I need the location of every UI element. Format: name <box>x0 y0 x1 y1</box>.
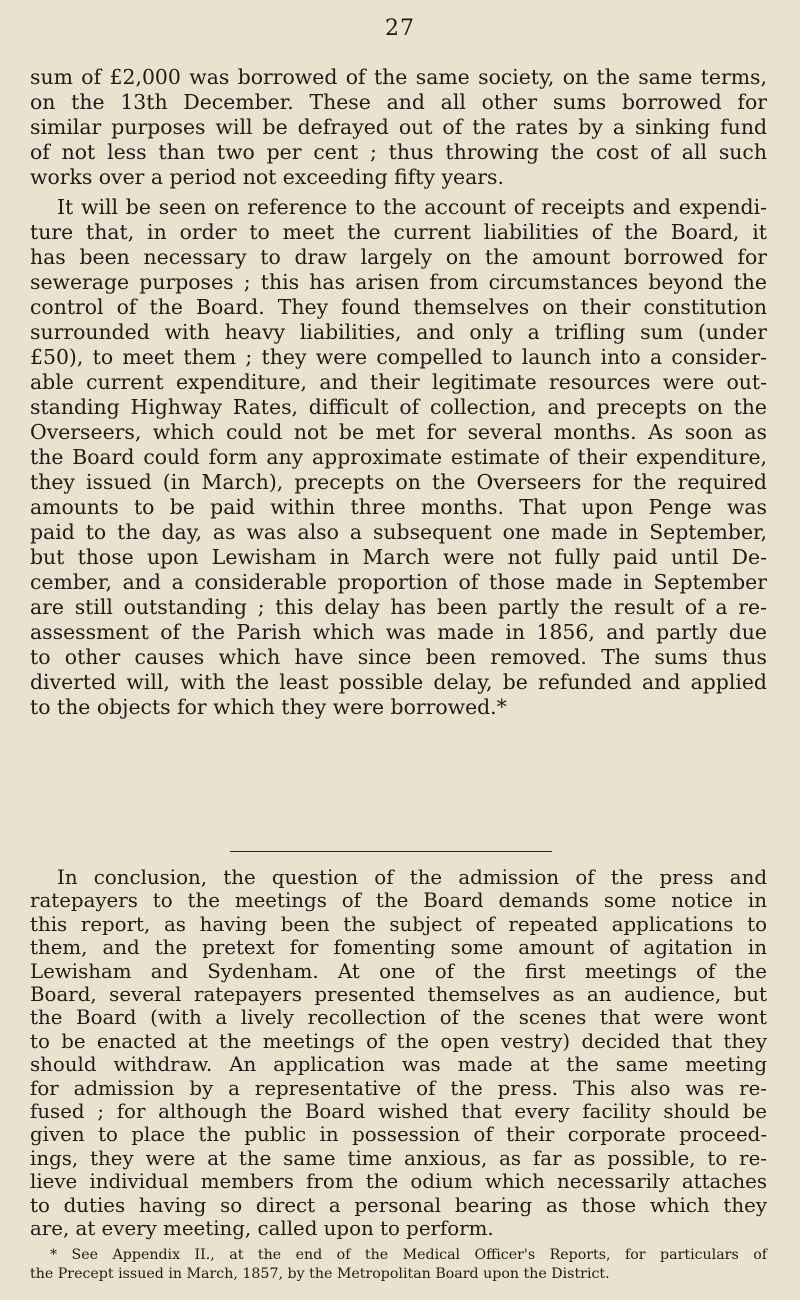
text-line: to the objects for which they were borrowed.* <box>30 695 507 719</box>
text-line: lieve individual members from the odium which necessarily attaches <box>30 1170 767 1194</box>
text-line: on the 13th December. These and all other sums borrowed for <box>30 90 767 114</box>
text-line: £50), to meet them ; they were compelled to launch into a consider- <box>30 345 767 369</box>
text-line: cember, and a considerable proportion of those made in September <box>30 570 767 594</box>
text-line: the Board could form any approximate estimate of their expenditure, <box>30 445 767 469</box>
text-line: amounts to be paid within three months. That upon Penge was <box>30 495 767 519</box>
section-divider <box>230 851 552 852</box>
text-line: control of the Board. They found themselves on their constitution <box>30 295 767 319</box>
text-line: assessment of the Parish which was made in 1856, and partly due <box>30 620 767 644</box>
text-line: similar purposes will be defrayed out of the rates by a sinking fund <box>30 115 767 139</box>
text-line: to other causes which have since been removed. The sums thus <box>30 645 767 669</box>
page-number: 27 <box>385 16 415 41</box>
text-line: to be enacted at the meetings of the open vestry) decided that they <box>30 1029 767 1053</box>
text-line: standing Highway Rates, difficult of collection, and precepts on the <box>30 395 767 419</box>
text-line: It will be seen on reference to the account of receipts and expendi- <box>57 195 767 219</box>
text-line: works over a period not exceeding fifty years. <box>30 165 504 189</box>
text-line: them, and the pretext for fomenting some amount of agitation in <box>30 936 767 960</box>
text-line: Lewisham and Sydenham. At one of the first meetings of the <box>30 959 767 983</box>
text-line: surrounded with heavy liabilities, and only a trifling sum (under <box>30 320 767 344</box>
footnote-line: * See Appendix II., at the end of the Medical Officer's Reports, for particulars of <box>50 1247 767 1263</box>
text-line: ings, they were at the same time anxious, as far as possible, to re- <box>30 1146 767 1170</box>
text-line: In conclusion, the question of the admission of the press and <box>57 866 767 889</box>
text-line: Overseers, which could not be met for several months. As soon as <box>30 420 767 444</box>
text-line: of not less than two per cent ; thus throwing the cost of all such <box>30 140 767 164</box>
text-line: sewerage purposes ; this has arisen from circumstances beyond the <box>30 270 767 294</box>
text-line: ture that, in order to meet the current liabilities of the Board, it <box>30 220 767 244</box>
text-line: should withdraw. An application was made at the same meeting <box>30 1053 767 1077</box>
text-line: Board, several ratepayers presented themselves as an audience, but <box>30 983 767 1006</box>
text-line: are, at every meeting, called upon to perform. <box>30 1217 494 1240</box>
text-line: this report, as having been the subject of repeated applications to <box>30 912 767 936</box>
text-line: able current expenditure, and their legitimate resources were out- <box>30 370 767 394</box>
text-line: has been necessary to draw largely on the amount borrowed for <box>30 245 767 269</box>
text-line: paid to the day, as was also a subsequent one made in September, <box>30 520 767 544</box>
text-line: sum of £2,000 was borrowed of the same society, on the same terms, <box>30 65 767 89</box>
text-line: are still outstanding ; this delay has been partly the result of a re- <box>30 595 767 619</box>
text-line: diverted will, with the least possible delay, be refunded and applied <box>30 670 767 694</box>
footnote-line: the Precept issued in March, 1857, by the Metropolitan Board upon the District. <box>30 1266 610 1282</box>
text-line: to duties having so direct a personal bearing as those which they <box>30 1193 767 1217</box>
text-line: for admission by a representative of the press. This also was re- <box>30 1076 767 1100</box>
text-line: given to place the public in possession of their corporate proceed- <box>30 1123 767 1147</box>
text-line: they issued (in March), precepts on the Overseers for the required <box>30 470 767 494</box>
text-line: the Board (with a lively recollection of the scenes that were wont <box>30 1006 767 1030</box>
text-line: fused ; for although the Board wished that every facility should be <box>30 1100 767 1123</box>
text-line: ratepayers to the meetings of the Board demands some notice in <box>30 889 767 913</box>
text-line: but those upon Lewisham in March were not fully paid until De- <box>30 545 767 569</box>
